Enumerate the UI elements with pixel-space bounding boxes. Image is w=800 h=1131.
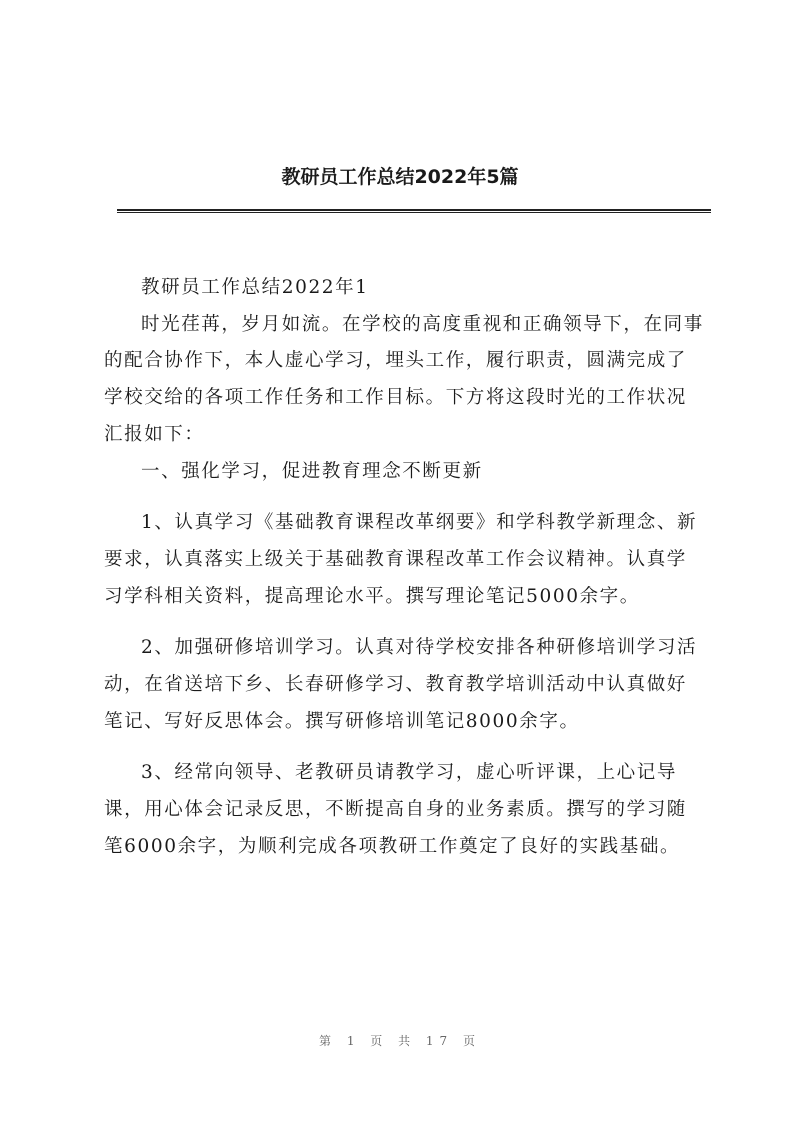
paragraph-item-3: 3、经常向领导、老教研员请教学习，虚心听评课，上心记导课，用心体会记录反思，不断提高自身的业务素质。撰写的学习随笔6000余字，为顺利完成各项教研工作奠定了良好的实践基础。 [104,762,687,857]
paragraph-item-2: 2、加强研修培训学习。认真对待学校安排各种研修培训学习活动，在省送培下乡、长春研修学习、教育教学培训活动中认真做好笔记、写好反思体会。撰写研修培训笔记8000余字。 [104,637,698,732]
document-body [104,270,704,866]
title-divider [117,209,711,213]
page-title: 教研员工作总结2022年5篇 [281,166,519,188]
section-heading: 教研员工作总结2022年1 [141,277,369,298]
subsection-heading: 一、强化学习，促进教育理念不断更新 [141,460,483,482]
page-number-footer: 第 1 页 共 17 页 [319,1034,481,1048]
intro-paragraph: 时光荏苒，岁月如流。在学校的高度重视和正确领导下，在同事的配合协作下，本人虚心学习，埋头工作，履行职责，圆满完成了学校交给的各项工作任务和工作目标。下方将这段时光的工作状况汇报如下： [104,313,704,445]
paragraph-item-1: 1、认真学习《基础教育课程改革纲要》和学科教学新理念、新要求，认真落实上级关于基础教育课程改革工作会议精神。认真学习学科相关资料，提高理论水平。撰写理论笔记5000余字。 [104,512,698,607]
